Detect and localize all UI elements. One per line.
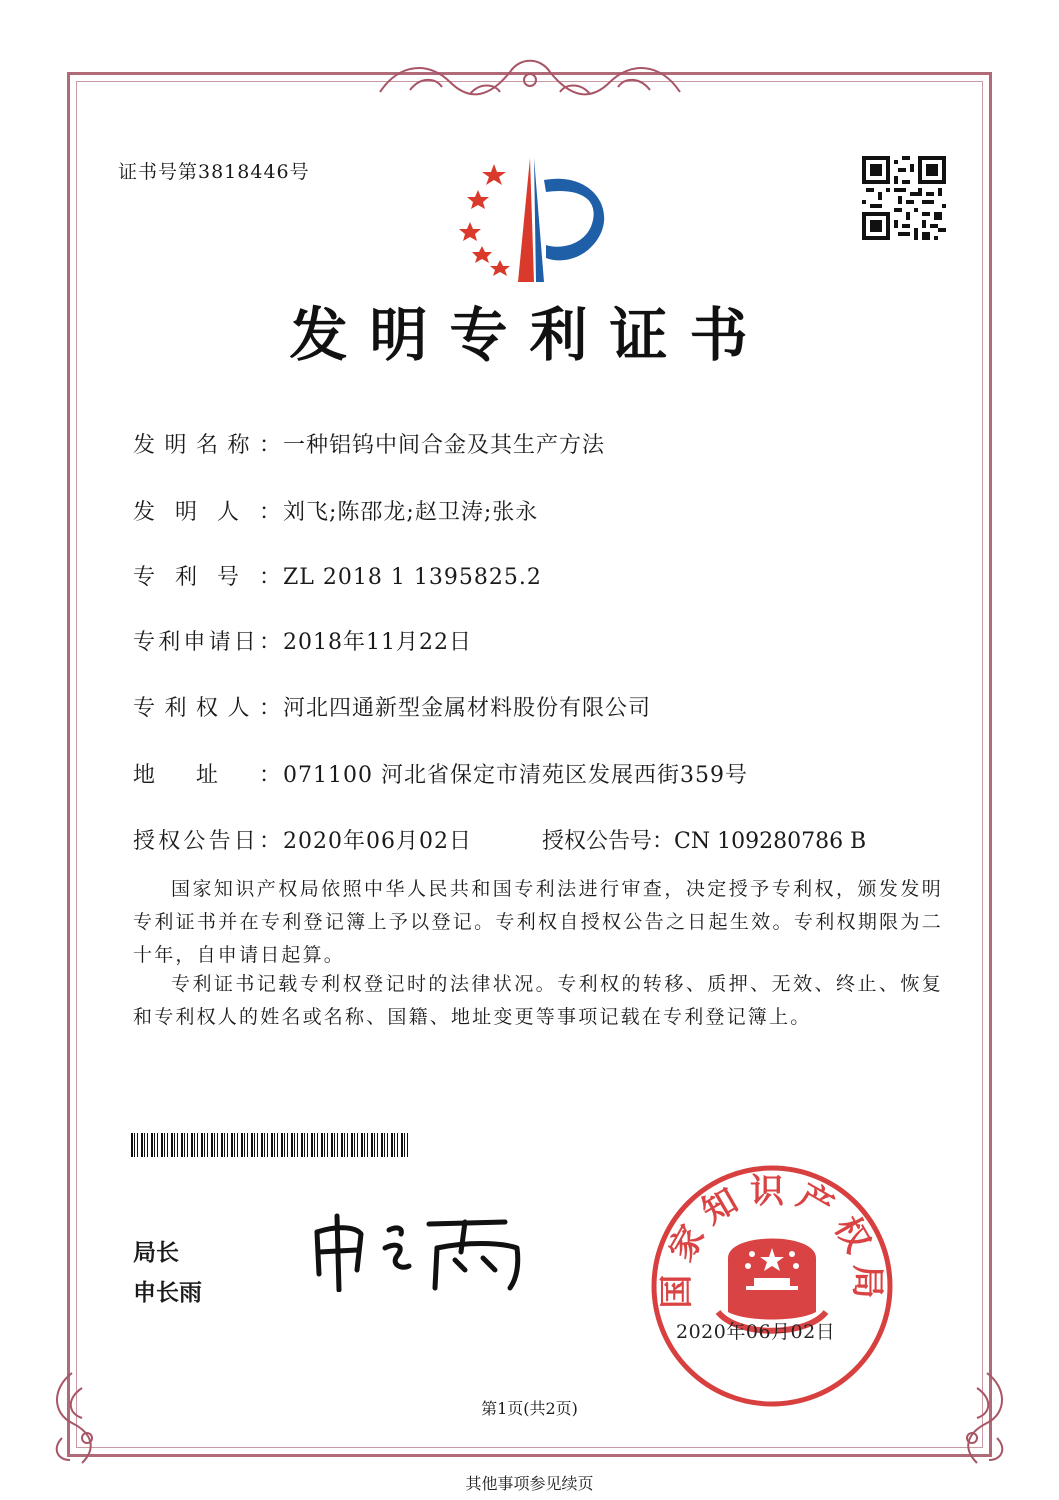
seal-text: 国家知识产权局	[656, 1171, 888, 1309]
field-patentee	[133, 691, 651, 722]
field-invention-name	[133, 428, 605, 459]
footer-note: 其他事项参见续页	[465, 1474, 594, 1493]
field-address	[133, 758, 748, 789]
qr-code[interactable]	[862, 156, 946, 240]
field-value: CN 109280786 B	[674, 829, 867, 854]
official-seal	[648, 1162, 896, 1410]
field-patent-number	[133, 560, 542, 591]
field-label: 地址：	[133, 763, 283, 788]
field-publication-number	[542, 824, 866, 855]
field-value: 河北四通新型金属材料股份有限公司	[283, 696, 652, 721]
field-value: 2018年11月22日	[283, 630, 472, 655]
cnipa-logo	[448, 150, 618, 285]
barcode	[131, 1133, 413, 1157]
statement-paragraph-1: 国家知识产权局依照中华人民共和国专利法进行审查，决定授予专利权，颁发发明专利证书并在专利登记簿上予以登记。专利权自授权公告之日起生效。专利权期限为二十年，自申请日起算。	[133, 878, 943, 966]
statement-paragraph-2: 专利证书记载专利权登记时的法律状况。专利权的转移、质押、无效、终止、恢复和专利权人的姓名或名称、国籍、地址变更等事项记载在专利登记簿上。	[133, 973, 943, 1028]
field-value: 一种铝钨中间合金及其生产方法	[283, 433, 606, 458]
director-name: 申长雨	[133, 1280, 202, 1306]
field-label: 专利申请日：	[133, 630, 283, 655]
director-title: 局长	[133, 1240, 179, 1266]
field-value: 刘飞;陈邵龙;赵卫涛;张永	[283, 500, 539, 525]
field-label: 授权公告号：	[542, 829, 675, 854]
top-ornament	[370, 52, 690, 104]
field-label: 发明名称：	[133, 433, 283, 458]
field-application-date	[133, 625, 472, 656]
field-value: 071100 河北省保定市清苑区发展西街359号	[283, 763, 748, 788]
director-signature	[305, 1212, 545, 1292]
field-inventors	[133, 495, 538, 526]
field-label: 专利号：	[133, 565, 283, 590]
seal-date: 2020年06月02日	[676, 1321, 836, 1343]
field-value: 2020年06月02日	[283, 829, 472, 854]
field-label: 专利权人：	[133, 696, 283, 721]
certificate-number: 证书号第3818446号	[118, 161, 310, 183]
field-value: ZL 2018 1 1395825.2	[283, 565, 542, 590]
field-label: 发明人：	[133, 500, 283, 525]
certificate-title: 发明专利证书	[289, 301, 770, 369]
page-number: 第1页(共2页)	[481, 1399, 578, 1418]
field-grant-date	[133, 824, 472, 855]
field-label: 授权公告日：	[133, 829, 283, 854]
